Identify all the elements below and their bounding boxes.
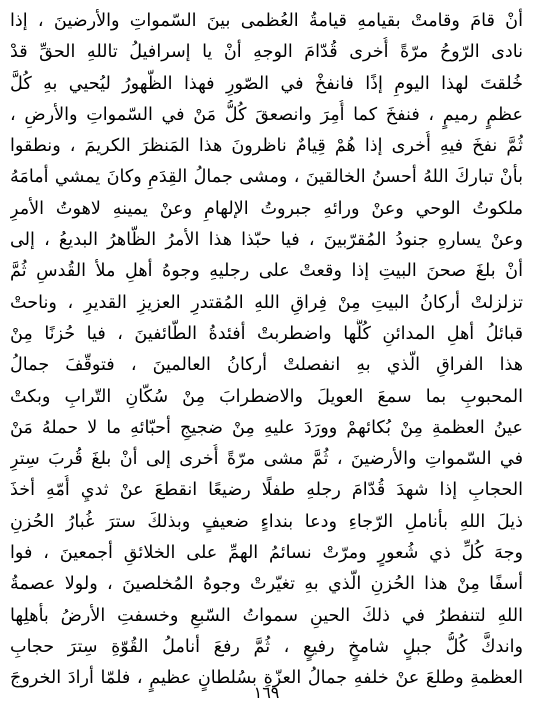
text-line: أنْ قامَ وقامتْ بقيامهِ قيامةُ العُظمى بينَ السّمواتِ والأرضينَ ، إذا xyxy=(10,11,523,31)
body-text xyxy=(10,6,523,695)
text-line: عظمٍ رميمٍ ، فنفخَ كما أُمِرَ وانصعقَ كُلُّ مَنْ في السّمواتِ والأرضِ ، xyxy=(10,104,523,125)
text-line: المحبوبِ بما سمعَ العويلَ والاضطرابَ مِنْ سُكّانِ التّرابِ وبكتْ xyxy=(10,386,523,407)
text-line: في السّمواتِ والأرضينَ ، ثُمَّ مشى مرّةً أُخرى إلى أنْ بلغَ قُربَ سِترِ xyxy=(10,449,523,470)
text-line: تزلزلتْ أركانُ البيتِ مِنْ فِراقِ اللهِ المُقتدرِ العزيزِ القديرِ ، وناحتْ xyxy=(10,292,523,313)
page-number: ١٦٩ xyxy=(253,683,280,702)
text-line: العظمةِ وطلعَ عنْ خلفهِ جمالُ العزّةِ بسُلطانٍ عظيمٍ ، فلمّا أرادَ الخروجَ xyxy=(10,668,523,689)
text-line: وجهَ كُلِّ ذي شُعورٍ ومرّتْ نسائمُ الهمِّ على الخلائقِ أجمعينَ ، فوا xyxy=(10,543,523,564)
text-line: ملكوتُ الوحي وعنْ ورائهِ جبروتُ الإلهامِ وعنْ يمينهِ لاهوتُ الأمرِ xyxy=(10,198,523,219)
text-line: ذيلَ اللهِ بأناملِ الرّجاءِ ودعا بنداءٍ ضعيفٍ وبذلكَ سترَ غُبارُ الحُزنِ xyxy=(10,511,523,532)
text-line: الحجابِ إذا شهدَ قُدّامَ رجلهِ طفلًا رضيعًا انقطعَ عنْ ثديِ أُمّهِ أخذَ xyxy=(10,480,523,501)
text-line: ثُمَّ نفخَ فيهِ أُخرى إذا هُمْ قِيامٌ ناظرونَ هذا المَنظرَ الكريمَ ، ونطقوا xyxy=(10,136,523,157)
text-line: خُلقتَ لهذا اليومِ إذًا فانفخْ في الصّورِ فهذا الظّهورُ ليُحيي بهِ كُلَّ xyxy=(10,73,523,94)
text-line: بأنْ تباركَ اللهُ أحسنُ الخالقينَ ، ومشى جمالُ القِدَمِ وكانَ يمشي أمامَهُ xyxy=(10,167,523,188)
text-line: أنْ بلغَ صحنَ البيتِ إذا وقعتْ على رجليهِ وجوهُ أهلِ ملأ القُدسِ ثُمَّ xyxy=(10,261,523,282)
text-line: قبائلُ أهلِ المدائنِ كُلُّها واضطربتْ أفئدةُ الطّائفينَ ، فيا حُزنًا مِنْ xyxy=(10,323,523,344)
text-line: اللهِ لتنفطرُ في ذلكَ الحينِ سمواتُ السّبعِ وخسفتِ الأرضُ بأهلِها xyxy=(10,605,523,626)
text-line: واندكَّ كُلُّ جبلٍ شامخٍ رفيعٍ ، ثُمَّ رفعَ أناملُ القُوّةِ سِترَ حجابِ xyxy=(10,636,523,657)
text-line: عينُ العظمةِ مِنْ بُكائهمْ وورَدَ عليهِ مِنْ ضجيجِ أحبّائهِ ما لا حملهُ مَنْ xyxy=(10,417,523,438)
text-line: أسفًا مِنْ هذا الحُزنِ الّذي بهِ تغيّرتْ وجوهُ المُخلصينَ ، ولولا عصمةُ xyxy=(10,574,523,595)
text-line: هذا الفراقِ الّذي بهِ انفصلتْ أركانُ العالمينَ ، فتوقّفَ جمالُ xyxy=(10,355,523,376)
text-line: نادى الرّوحُ مرّةً أُخرى قُدّامَ الوجهِ أنْ يا إسرافيلُ تاللهِ الحقِّ قدْ xyxy=(10,42,523,63)
text-line: وعنْ يسارهِ جنودُ المُقرّبينَ ، فيا حبّذا هذا الأمرُ الظّاهرُ البديعُ ، إلى xyxy=(10,230,523,251)
